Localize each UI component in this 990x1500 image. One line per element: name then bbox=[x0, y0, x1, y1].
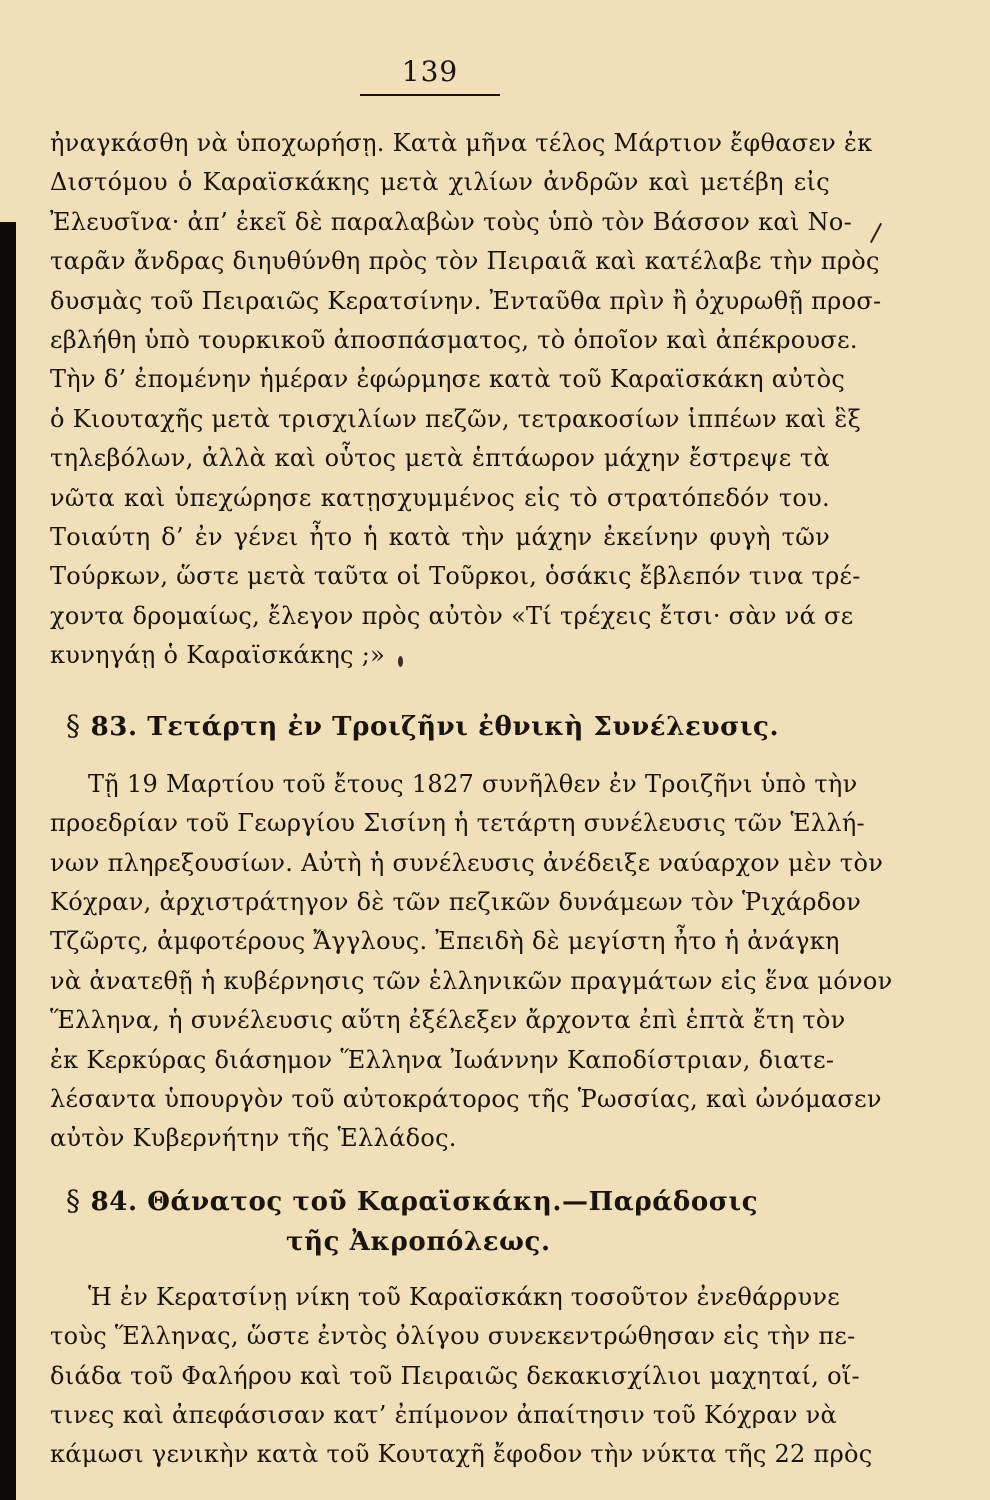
text-line: Κόχραν, ἀρχιστράτηγον δὲ τῶν πεζικῶν δυνάμεων τὸν Ῥιχάρδον bbox=[50, 887, 862, 916]
text-line: ὁ Κιουταχῆς μετὰ τρισχιλίων πεζῶν, τετρακοσίων ἱππέων καὶ ἓξ bbox=[50, 404, 862, 433]
text-line: τηλεβόλων, ἀλλὰ καὶ οὗτος μετὰ ἑπτάωρον μάχην ἔστρεψε τὰ bbox=[50, 444, 830, 473]
section-84-title-line-2: τῆς Ἀκροπόλεως. bbox=[286, 1226, 551, 1257]
section-sign: § bbox=[66, 1183, 81, 1217]
text-line: εβλήθη ὑπὸ τουρκικοῦ ἀποσπάσματος, τὸ ὁποῖον καὶ ἀπέκρουσε. bbox=[50, 326, 858, 355]
paragraph-2 bbox=[50, 765, 893, 1159]
text-line: Διστόμου ὁ Καραϊσκάκης μετὰ χιλίων ἀνδρῶν καὶ μετέβη εἰς bbox=[50, 168, 830, 197]
section-83-title: 83. Τετάρτη ἐν Τροιζῆνι ἐθνικὴ Συνέλευσις. bbox=[90, 711, 780, 742]
text-line: Τζῶρτς, ἀμφοτέρους Ἄγγλους. Ἐπειδὴ δὲ μεγίστη ἦτο ἡ ἀνάγκη bbox=[50, 927, 840, 956]
text-line: ἠναγκάσθη νὰ ὑποχωρήσῃ. Κατὰ μῆνα τέλος Μάρτιον ἔφθασεν ἐκ bbox=[50, 129, 873, 157]
text-line: Τῇ 19 Μαρτίου τοῦ ἔτους 1827 συνῆλθεν ἐν Τροιζῆνι ὑπὸ τὴν bbox=[88, 769, 858, 798]
text-line: Τοιαύτη δ’ ἐν γένει ἦτο ἡ κατὰ τὴν μάχην ἐκείνην φυγὴ τῶν bbox=[50, 523, 830, 552]
text-line: διάδα τοῦ Φαλήρου καὶ τοῦ Πειραιῶς δεκακισχίλιοι μαχηταί, οἵ- bbox=[50, 1361, 860, 1390]
section-84-heading-continued bbox=[50, 1222, 830, 1262]
text-line: τινες καὶ ἀπεφάσισαν κατ’ ἐπίμονον ἀπαίτησιν τοῦ Κόχραν νὰ bbox=[50, 1400, 838, 1429]
page-edge-shadow bbox=[0, 222, 16, 1500]
text-line: Τὴν δ’ ἐπομένην ἡμέραν ἐφώρμησε κατὰ τοῦ Καραϊσκάκη αὐτὸς bbox=[50, 365, 846, 394]
text-line: νῶτα καὶ ὑπεχώρησε κατῃσχυμμένος εἰς τὸ στρατόπεδόν του. bbox=[50, 483, 830, 512]
text-line: χοντα δρομαίως, ἔλεγον πρὸς αὐτὸν «Τί τρέχεις ἔτσι· σὰν νά σε bbox=[50, 601, 854, 630]
text-line: Ἡ ἐν Κερατσίνῃ νίκη τοῦ Καραϊσκάκη τοσοῦτον ἐνεθάρρυνε bbox=[88, 1282, 840, 1311]
paragraph-1 bbox=[50, 124, 882, 676]
text-line: κάμωσι γενικὴν κατὰ τοῦ Κουταχῆ ἔφοδον τὴν νύκτα τῆς 22 πρὸς bbox=[50, 1440, 873, 1469]
text-line: αὐτὸν Κυβερνήτην τῆς Ἑλλάδος. bbox=[50, 1124, 457, 1153]
text-line: νων πληρεξουσίων. Αὐτὴ ἡ συνέλευσις ἀνέδειξε ναύαρχον μὲν τὸν bbox=[50, 848, 884, 877]
margin-pen-mark bbox=[870, 223, 882, 243]
section-84-title-line-1: 84. Θάνατος τοῦ Καραϊσκάκη.—Παράδοσις bbox=[90, 1186, 759, 1217]
text-line: προεδρίαν τοῦ Γεωργίου Σισίνη ἡ τετάρτη συνέλευσις τῶν Ἑλλή- bbox=[50, 809, 865, 838]
text-line: Τούρκων, ὥστε μετὰ ταῦτα οἱ Τοῦρκοι, ὁσάκις ἔβλεπόν τινα τρέ- bbox=[50, 562, 861, 591]
page-body bbox=[50, 124, 893, 1475]
section-83-heading bbox=[50, 706, 830, 747]
page-number-rule bbox=[360, 94, 500, 96]
text-line: ἐκ Κερκύρας διάσημον Ἕλληνα Ἰωάννην Καποδίστριαν, διατε- bbox=[50, 1045, 835, 1074]
section-sign: § bbox=[66, 708, 81, 742]
text-line: Ἐλευσῖνα· ἀπ’ ἐκεῖ δὲ παραλαβὼν τοὺς ὑπὸ τὸν Βάσσον καὶ Νο- bbox=[50, 207, 853, 236]
section-84-heading bbox=[50, 1181, 830, 1222]
paragraph-3 bbox=[50, 1278, 873, 1475]
text-line: Ἕλληνα, ἡ συνέλευσις αὕτη ἐξέλεξεν ἄρχοντα ἐπὶ ἑπτὰ ἔτη τὸν bbox=[50, 1006, 846, 1035]
page-number: 139 bbox=[401, 55, 459, 88]
text-line: δυσμὰς τοῦ Πειραιῶς Κερατσίνην. Ἐνταῦθα πρὶν ἢ ὀχυρωθῇ προσ- bbox=[50, 286, 882, 315]
text-line: νὰ ἀνατεθῇ ἡ κυβέρνησις τῶν ἑλληνικῶν πραγμάτων εἰς ἕνα μόνον bbox=[50, 966, 893, 995]
text-line: κυνηγάῃ ὁ Καραϊσκάκης ;» bbox=[50, 641, 386, 670]
text-line: τοὺς Ἕλληνας, ὥστε ἐντὸς ὀλίγου συνεκεντρώθησαν εἰς τὴν πε- bbox=[50, 1322, 856, 1351]
text-line: ταρᾶν ἄνδρας διηυθύνθη πρὸς τὸν Πειραιᾶ καὶ κατέλαβε τὴν πρὸς bbox=[50, 247, 880, 276]
text-line: λέσαντα ὑπουργὸν τοῦ αὐτοκράτορος τῆς Ῥωσσίας, καὶ ὠνόμασεν bbox=[50, 1084, 882, 1113]
